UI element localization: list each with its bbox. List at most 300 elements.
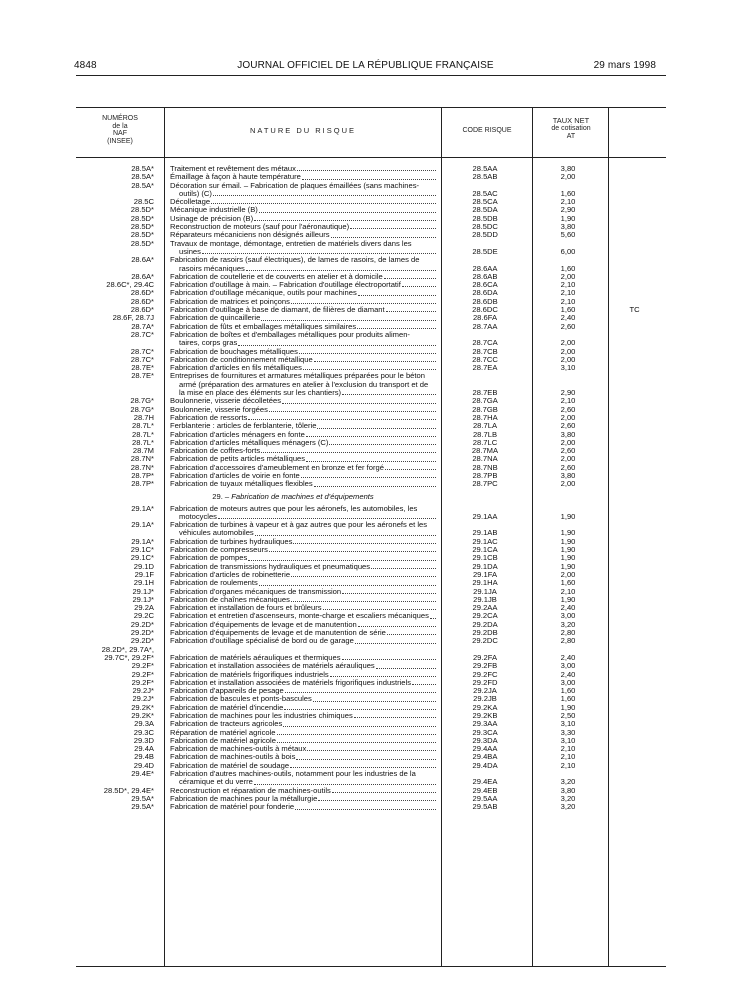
table-row xyxy=(76,588,666,596)
rate-value: 2,90 xyxy=(560,205,576,215)
naf-code: 28.5C xyxy=(133,197,154,207)
naf-code: 29.1J* xyxy=(132,586,154,596)
risk-code: 29.2DC xyxy=(472,636,498,646)
risk-code: 29.2JA xyxy=(473,686,497,696)
table-row xyxy=(76,646,666,654)
dot-leader xyxy=(402,281,436,287)
risk-nature-text: Fabrication de moteurs autres que pour les aéronefs, les automobiles, les xyxy=(170,503,418,513)
dot-leader xyxy=(261,314,436,320)
risk-nature-text: Traitement et revêtement des métaux xyxy=(170,164,296,173)
dot-leader xyxy=(301,472,436,478)
page-number: 4848 xyxy=(74,60,97,71)
risk-nature-text: Décolletage xyxy=(170,197,211,207)
risk-nature-text: Fabrication de matériel agricole xyxy=(170,735,276,745)
naf-code: 28.7E* xyxy=(131,371,154,381)
risk-code: 29.2FA xyxy=(472,652,498,662)
col-header-naf: NUMÉROS de la NAF (INSEE) xyxy=(102,115,138,145)
risk-code: 29.2AA xyxy=(472,603,498,613)
risk-code: 28.7EB xyxy=(472,388,498,398)
risk-nature-text: Fabrication de matériels frigorifiques industriels xyxy=(170,669,329,679)
risk-code: 28.5DE xyxy=(472,246,498,256)
risk-code: 29.1JB xyxy=(473,594,497,604)
dot-leader xyxy=(358,289,436,295)
risk-code: 29.4BA xyxy=(472,752,498,762)
risk-code: 29.1CB xyxy=(472,553,498,563)
risk-code: 28.7NA xyxy=(472,454,498,464)
dot-leader xyxy=(376,662,436,668)
dot-leader xyxy=(277,737,436,743)
risk-code: 29.1CA xyxy=(472,545,498,555)
risk-code: 28.6AA xyxy=(472,263,498,273)
rate-value: 3,00 xyxy=(560,661,576,671)
rate-value: 1,90 xyxy=(560,511,576,521)
dot-leader xyxy=(218,513,436,519)
risk-nature-text: Émaillage à façon à haute température xyxy=(170,172,301,182)
table-row xyxy=(76,414,666,422)
dot-leader xyxy=(317,422,436,428)
risk-nature-text: Entreprises de fournitures et armatures métalliques préparées pour le béton xyxy=(170,371,425,381)
risk-nature xyxy=(164,521,440,538)
risk-code: 28.5DD xyxy=(472,230,498,240)
dot-leader xyxy=(283,720,436,726)
naf-code: 28.7G* xyxy=(130,404,154,414)
risk-nature-text: Fabrication de coffres-forts xyxy=(170,446,261,456)
rate-note: TC xyxy=(629,305,640,315)
dot-leader xyxy=(306,455,436,461)
naf-code: 28.7P* xyxy=(131,470,154,480)
risk-code: 28.6AB xyxy=(472,271,498,281)
naf-code: 29.4A xyxy=(134,744,154,754)
dot-leader xyxy=(291,298,436,304)
dot-leader xyxy=(296,753,436,759)
rate-value: 2,60 xyxy=(560,421,576,431)
risk-nature-text: outils) (C) xyxy=(179,188,212,198)
risk-nature-text: Fabrication et entretien d'ascenseurs, monte-charge et escaliers mécaniques xyxy=(170,611,429,621)
rate-value: 1,60 xyxy=(560,188,576,198)
dot-leader xyxy=(277,729,436,735)
risk-nature-text: Fabrication d'accessoires d'ameublement en bronze et fer forgé xyxy=(170,462,384,472)
rows-group-28 xyxy=(76,165,666,489)
risk-code: 28.6DC xyxy=(472,305,498,315)
dot-leader xyxy=(329,439,436,445)
rate-value: 3,20 xyxy=(560,802,576,812)
risk-code: 29.4EA xyxy=(472,777,498,787)
naf-code: 29.2J* xyxy=(132,694,154,704)
risk-nature-text: Fabrication d'autres machines-outils, notamment pour les industries de la xyxy=(170,769,416,779)
dot-leader xyxy=(211,198,436,204)
col-header-taux: TAUX NET de cotisation AT xyxy=(551,116,591,140)
dot-leader xyxy=(202,248,436,254)
risk-code: 28.7PB xyxy=(472,470,498,480)
risk-code: 29.2FC xyxy=(472,669,498,679)
risk-code: 28.6CA xyxy=(472,280,498,290)
dot-leader xyxy=(307,745,436,751)
risk-code: 29.1HA xyxy=(472,578,498,588)
dot-leader xyxy=(330,671,436,677)
rate-value: 2,00 xyxy=(560,437,576,447)
risk-nature-text: Fabrication d'outillage spécialisé de bord ou de garage xyxy=(170,636,354,646)
risk-nature-text: taires, corps gras xyxy=(179,338,238,348)
risk-code: 28.5AA xyxy=(472,164,498,173)
naf-code: 28.7L* xyxy=(132,421,154,431)
risk-code: 28.7GA xyxy=(472,396,498,406)
risk-code: 29.2JB xyxy=(473,694,497,704)
dot-leader xyxy=(269,406,436,412)
naf-code: 29.2D* xyxy=(130,628,154,638)
rate-value: 2,60 xyxy=(560,321,576,331)
rate-value: 2,10 xyxy=(560,586,576,596)
col-header-code: CODE RISQUE xyxy=(462,127,512,134)
risk-nature-text: Fabrication d'articles ménagers en fonte xyxy=(170,429,305,439)
risk-nature-text: Fabrication d'organes mécaniques de transmission xyxy=(170,586,342,596)
dot-leader xyxy=(314,356,436,362)
table-row xyxy=(76,704,666,712)
rate-value: 1,90 xyxy=(560,545,576,555)
table-row xyxy=(76,563,666,571)
rate-value: 2,00 xyxy=(560,271,576,281)
risk-nature-text: Fabrication de turbines à vapeur et à gaz autres que pour les aéronefs et les xyxy=(170,520,428,530)
risk-nature-text: Fabrication de matériels aérauliques et thermiques xyxy=(170,652,341,662)
dot-leader xyxy=(371,563,436,569)
rate-value: 1,60 xyxy=(560,686,576,696)
risk-nature-text: Fabrication de machines-outils à métaux xyxy=(170,744,307,754)
table-row xyxy=(76,256,666,273)
risk-nature-text: Fabrication de chaînes mécaniques xyxy=(170,594,290,604)
risk-nature-text: Fabrication de ressorts xyxy=(170,412,248,422)
risk-code: 29.5AA xyxy=(472,793,498,803)
risk-nature-text: céramique et du verre xyxy=(179,777,253,787)
risk-code: 28.7PC xyxy=(472,479,498,489)
rate-value: 3,30 xyxy=(560,727,576,737)
risk-nature-text: Fabrication d'outillage à base de diamant, de filières de diamant xyxy=(170,305,385,315)
naf-code: 29.2F* xyxy=(131,669,154,679)
risk-nature-text: Reconstruction et réparation de machines-outils xyxy=(170,785,331,795)
risk-code: 28.6FA xyxy=(472,313,498,323)
naf-code: 29.4B xyxy=(134,752,154,762)
section-heading: 29. – Fabrication de machines et d'équipements xyxy=(212,491,374,501)
rate-value: 2,50 xyxy=(560,711,576,720)
risk-nature xyxy=(164,240,440,257)
dot-leader xyxy=(238,339,436,345)
rate-value: 2,40 xyxy=(560,652,576,662)
rate-value: 2,60 xyxy=(560,462,576,472)
risk-code: 29.2FD xyxy=(472,677,498,687)
naf-code: 28.6A* xyxy=(131,271,154,281)
risk-code: 28.6DA xyxy=(472,288,498,298)
naf-code: 29.2D* xyxy=(130,636,154,646)
rate-value: 2,60 xyxy=(560,404,576,414)
table-row xyxy=(76,720,666,728)
dot-leader xyxy=(358,621,436,627)
naf-code: 28.5D* xyxy=(130,230,154,240)
dot-leader xyxy=(385,464,436,470)
rate-value: 1,90 xyxy=(560,213,576,223)
risk-code: 28.7LC xyxy=(472,437,498,447)
rate-value: 2,10 xyxy=(560,296,576,306)
naf-code: 28.7L* xyxy=(132,437,154,447)
table-row xyxy=(76,637,666,645)
dot-leader xyxy=(297,165,436,171)
risk-nature-text: Fabrication de fûts et emballages métalliques similaires xyxy=(170,321,357,331)
table-row xyxy=(76,215,666,223)
dot-leader xyxy=(303,364,436,370)
risk-nature-text: Fabrication de compresseurs xyxy=(170,545,268,555)
table-row xyxy=(76,289,666,297)
naf-code: 28.7E* xyxy=(131,363,154,373)
table-row xyxy=(76,596,666,604)
dot-leader xyxy=(342,389,436,395)
rate-value: 3,10 xyxy=(560,363,576,373)
dot-leader xyxy=(386,306,436,312)
naf-code: 29.1C* xyxy=(130,545,154,555)
dot-leader xyxy=(291,596,436,602)
rate-value: 2,60 xyxy=(560,446,576,456)
journal-title: JOURNAL OFFICIEL DE LA RÉPUBLIQUE FRANÇAISE xyxy=(237,60,494,71)
dot-leader xyxy=(302,173,436,179)
risk-code: 29.4DA xyxy=(472,760,498,770)
rate-value: 6,00 xyxy=(560,246,576,256)
risk-nature-text: Fabrication d'outillage à main. – Fabrication d'outillage électroportatif xyxy=(170,280,401,290)
naf-code: 28.5D* xyxy=(130,205,154,215)
naf-code: 29.1A* xyxy=(131,520,154,530)
dot-leader xyxy=(290,762,436,768)
naf-code: 29.4D xyxy=(133,760,154,770)
naf-code: 29.7C*, 29.2F* xyxy=(104,652,154,662)
table-row xyxy=(76,687,666,695)
naf-code: 29.1C* xyxy=(130,553,154,563)
naf-code: 29.2C xyxy=(133,611,154,621)
risk-nature-text: Fabrication de conditionnement métallique xyxy=(170,354,313,364)
dot-leader xyxy=(355,637,436,643)
risk-nature-text: Travaux de montage, démontage, entretien de matériels divers dans les xyxy=(170,238,412,248)
table-row xyxy=(76,348,666,356)
risk-code: 28.7CB xyxy=(472,346,498,356)
risk-nature-text: Fabrication de pompes xyxy=(170,553,248,563)
naf-code: 28.7M xyxy=(132,446,154,456)
risk-nature-text: Réparateurs mécaniciens non désignés ailleurs xyxy=(170,230,330,240)
rate-value: 3,10 xyxy=(560,719,576,729)
rate-value: 3,00 xyxy=(560,677,576,687)
table-row xyxy=(76,314,666,322)
risk-code: 29.2KB xyxy=(472,711,498,720)
naf-code: 29.1D xyxy=(133,561,154,571)
table-row xyxy=(76,662,666,670)
rate-value: 3,00 xyxy=(560,611,576,621)
dot-leader xyxy=(282,397,436,403)
rate-value: 2,10 xyxy=(560,197,576,207)
naf-code: 28.7P* xyxy=(131,479,154,489)
risk-nature-text: la mise en place des éléments sur les chantiers) xyxy=(179,388,342,398)
risk-code: 28.5DB xyxy=(472,213,498,223)
rate-value: 2,40 xyxy=(560,669,576,679)
table-row xyxy=(76,356,666,364)
dot-leader xyxy=(261,447,436,453)
risk-code: 28.5CA xyxy=(472,197,498,207)
rate-value: 2,00 xyxy=(560,454,576,464)
dot-leader xyxy=(259,579,436,585)
header-divider xyxy=(76,157,666,158)
risk-nature xyxy=(164,480,440,488)
rate-value: 1,90 xyxy=(560,528,576,538)
risk-code: 28.7CA xyxy=(472,338,498,348)
rate-value: 1,90 xyxy=(560,702,576,712)
risk-nature-text: armé (préparation des armatures en atelier à l'exclusion du transport et de xyxy=(179,379,429,389)
rate-value: 1,90 xyxy=(560,561,576,571)
dot-leader xyxy=(259,206,436,212)
naf-code: 28.5D* xyxy=(130,213,154,223)
rate-value: 2,40 xyxy=(560,603,576,613)
risk-code: 29.2DB xyxy=(472,628,498,638)
risk-code: 28.7LA xyxy=(472,421,498,431)
naf-code: 29.1J* xyxy=(132,594,154,604)
publication-date: 29 mars 1998 xyxy=(593,60,656,71)
rate-value: 2,00 xyxy=(560,569,576,579)
risk-nature-text: Fabrication d'équipements de levage et de manutention xyxy=(170,619,357,629)
risk-code: 29.4AA xyxy=(472,744,498,754)
risk-code: 28.7EA xyxy=(472,363,498,373)
rate-value: 3,20 xyxy=(560,619,576,629)
naf-code: 29.2K* xyxy=(131,711,154,720)
risk-nature-text: Reconstruction de moteurs (sauf pour l'aéronautique) xyxy=(170,222,350,232)
rate-value: 1,60 xyxy=(560,263,576,273)
naf-code: 29.2D* xyxy=(130,619,154,629)
risk-code: 28.7CC xyxy=(472,354,498,364)
risk-code: 28.7AA xyxy=(472,321,498,331)
risk-nature-text: Fabrication de machines-outils à bois xyxy=(170,752,296,762)
risk-code: 29.1FA xyxy=(472,569,498,579)
rate-value: 2,40 xyxy=(560,313,576,323)
risk-nature-text: Fabrication de matériel d'incendie xyxy=(170,702,284,712)
table-row xyxy=(76,431,666,439)
risk-code: 29.3AA xyxy=(472,719,498,729)
risk-code: 28.7NB xyxy=(472,462,498,472)
dot-leader xyxy=(318,795,436,801)
rate-value: 3,80 xyxy=(560,785,576,795)
dot-leader xyxy=(323,604,436,610)
naf-code: 28.6C*, 29.4C xyxy=(106,280,154,290)
dot-leader xyxy=(255,529,436,535)
risk-code: 28.7GB xyxy=(472,404,498,414)
risk-nature-text: Fabrication d'articles de voirie en fonte xyxy=(170,470,300,480)
naf-code: 28.5D* xyxy=(130,238,154,248)
rows-group-29 xyxy=(76,505,666,812)
rate-value: 1,60 xyxy=(560,578,576,588)
dot-leader xyxy=(412,679,436,685)
table-row xyxy=(76,223,666,231)
rate-value: 2,10 xyxy=(560,396,576,406)
risk-nature-text: Fabrication de quincaillerie xyxy=(170,313,261,323)
naf-code: 28.6D* xyxy=(130,288,154,298)
risk-code: 29.2CA xyxy=(472,611,498,621)
dot-leader xyxy=(357,323,436,329)
naf-code: 28.7A* xyxy=(131,321,154,331)
risk-code: 29.1AC xyxy=(472,536,498,546)
rate-value: 2,00 xyxy=(560,354,576,364)
table-row xyxy=(76,612,666,620)
naf-code: 29.4E* xyxy=(131,769,154,779)
risk-nature-text: Fabrication d'équipements de levage et de manutention de série xyxy=(170,628,386,638)
naf-code: 28.7C* xyxy=(130,329,154,339)
risk-nature-text: Fabrication de machines pour les industries chimiques xyxy=(170,711,353,720)
rate-value: 2,10 xyxy=(560,744,576,754)
risk-nature xyxy=(164,182,440,199)
table-row xyxy=(76,372,666,397)
table-row xyxy=(76,439,666,447)
risk-code: 28.7LB xyxy=(472,429,498,439)
risk-nature xyxy=(164,331,440,348)
risk-nature-text: Fabrication de transmissions hydrauliques et pneumatiques xyxy=(170,561,371,571)
naf-code: 28.6F, 28.7J xyxy=(112,313,154,323)
dot-leader xyxy=(248,414,436,420)
risk-code: 29.3DA xyxy=(472,735,498,745)
risk-nature-text: Décoration sur émail. – Fabrication de plaques émaillées (sans machines- xyxy=(170,180,420,190)
risk-code: 28.5AC xyxy=(472,188,498,198)
dot-leader xyxy=(293,538,436,544)
dot-leader xyxy=(299,348,436,354)
table-row xyxy=(76,206,666,214)
naf-code: 28.5A* xyxy=(131,164,154,173)
dot-leader xyxy=(354,712,436,718)
risk-code: 29.5AB xyxy=(472,802,498,812)
table-row xyxy=(76,679,666,687)
risk-nature-text: Mécanique industrielle (B) xyxy=(170,205,258,215)
rate-value: 1,90 xyxy=(560,553,576,563)
risk-code: 28.6DB xyxy=(472,296,498,306)
rate-value: 2,00 xyxy=(560,346,576,356)
rate-value: 3,80 xyxy=(560,429,576,439)
risk-nature-text: Fabrication de bouchages métalliques xyxy=(170,346,298,356)
risk-code: 29.1JA xyxy=(473,586,497,596)
table-row xyxy=(76,165,666,173)
dot-leader xyxy=(285,687,436,693)
risk-nature-text: Réparation de matériel agricole xyxy=(170,727,276,737)
naf-code: 29.2F* xyxy=(131,677,154,687)
naf-code: 28.5A* xyxy=(131,180,154,190)
table-row xyxy=(76,521,666,538)
risk-nature-text: Fabrication de tuyaux métalliques flexibles xyxy=(170,479,313,489)
naf-code: 28.7C* xyxy=(130,346,154,356)
naf-code: 29.1A* xyxy=(131,503,154,513)
rate-value: 2,10 xyxy=(560,752,576,762)
naf-code: 29.1A* xyxy=(131,536,154,546)
rate-value: 1,90 xyxy=(560,536,576,546)
risk-nature-text: Fabrication et installation associées de matériels aérauliques xyxy=(170,661,375,671)
table-row xyxy=(76,753,666,761)
dot-leader xyxy=(254,778,436,784)
table-row xyxy=(76,464,666,472)
risk-nature-text: Boulonnerie, visserie décolletées xyxy=(170,396,282,406)
risk-nature-text: Ferblanterie : articles de ferblanterie, tôlerie xyxy=(170,421,317,431)
risk-nature xyxy=(164,637,440,645)
risk-code: 29.1DA xyxy=(472,561,498,571)
table-row xyxy=(76,729,666,737)
table-row xyxy=(76,397,666,405)
naf-code: 28.7G* xyxy=(130,396,154,406)
naf-code: 29.3A xyxy=(134,719,154,729)
rate-value: 2,10 xyxy=(560,280,576,290)
dot-leader xyxy=(246,265,436,271)
table-row xyxy=(76,240,666,257)
col-header-nature: NATURE DU RISQUE xyxy=(249,126,357,135)
naf-code: 29.2A xyxy=(134,603,154,613)
risk-nature-text: Fabrication et installation de fours et brûleurs xyxy=(170,603,322,613)
naf-code: 28.6A* xyxy=(131,255,154,265)
dot-leader xyxy=(254,215,436,221)
risk-nature-text: Fabrication de turbines hydrauliques xyxy=(170,536,293,546)
risk-nature-text: Fabrication d'outillage mécanique, outils pour machines xyxy=(170,288,357,298)
risk-code: 29.2FB xyxy=(472,661,498,671)
table-row xyxy=(76,737,666,745)
